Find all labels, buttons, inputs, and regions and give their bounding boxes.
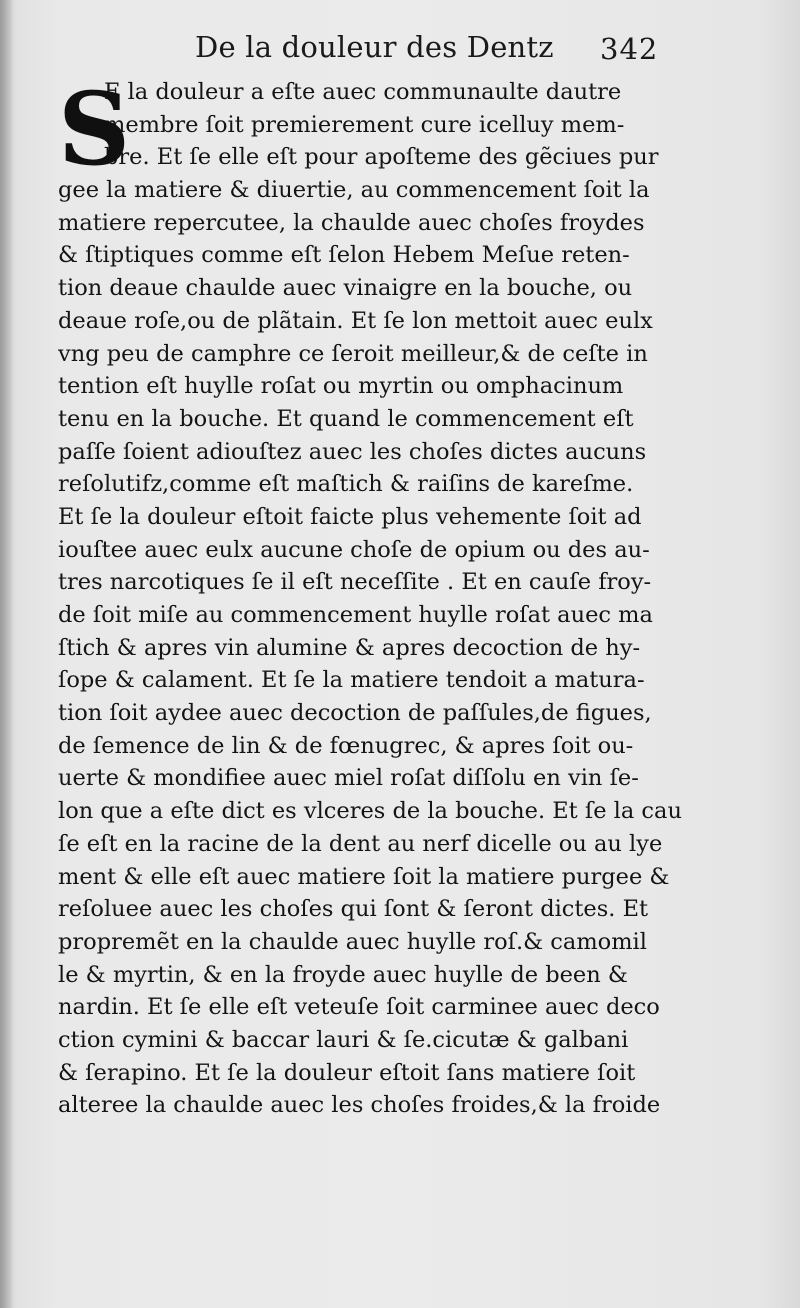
text-line: le & myrtin, & en la froyde auec huylle de been & [58,961,628,988]
text-line: E la douleur a eſte auec communaulte dautre [104,79,622,105]
text-line: lon que a eſte dict es vlceres de la bouche. Et ſe la cau [58,798,682,825]
text-line: vng peu de camphre ce ſeroit meilleur,& de ceſte in [58,340,648,367]
text-line: gee la matiere & diuertie, au commencement ſoit la [58,177,650,204]
running-head [60,30,760,70]
gutter-shadow [0,0,14,1308]
text-line: de ſoit miſe au commencement huylle roſat auec ma [58,602,653,628]
page-number: 342 [600,32,659,66]
text-line: ſe eſt en la racine de la dent au nerf dicelle ou au lye [58,830,663,857]
text-line: de ſemence de lin & de fœnugrec, & apres ſoit ou- [58,732,634,759]
text-line: bre. Et ſe elle eſt pour apoſteme des gẽciues pur [104,144,659,171]
text-line: propremẽt en la chaulde auec huylle roſ.& camomil [58,928,647,955]
text-line: matiere repercutee, la chaulde auec choſes froydes [58,209,645,236]
text-line: tention eſt huylle roſat ou myrtin ou omphacinum [58,373,624,400]
text-line: ction cymini & baccar lauri & ſe.cicutæ & galbani [58,1026,629,1053]
text-line: reſoluee auec les choſes qui ſont & ſeront dictes. Et [58,896,649,923]
drop-cap: S [58,70,131,188]
text-line: Et ſe la douleur eſtoit faicte plus vehemente ſoit ad [58,503,642,530]
text-line: & ſtiptiques comme eſt ſelon Hebem Meſue reten- [58,242,630,269]
text-line: tion ſoit aydee auec decoction de paſſules,de figues, [58,700,652,727]
running-title: De la douleur des Dentz [195,30,554,64]
text-line: ſope & calament. Et ſe la matiere tendoit a matura- [58,667,645,694]
text-line: tion deaue chaulde auec vinaigre en la bouche, ou [58,275,633,302]
text-line: ment & elle eſt auec matiere ſoit la matiere purgee & [58,863,670,890]
text-line: reſolutifz,comme eſt maſtich & raiſins de kareſme. [58,471,634,498]
text-line: nardin. Et ſe elle eſt veteuſe ſoit carminee auec deco [58,994,660,1021]
text-line: ſtich & apres vin alumine & apres decoction de hy- [58,634,641,661]
text-line: alteree la chaulde auec les choſes froides,& la froide [58,1092,661,1119]
text-line: iouſtee auec eulx aucune choſe de opium ou des au- [58,536,650,563]
text-line: & ſerapino. Et ſe la douleur eſtoit ſans matiere ſoit [58,1059,636,1086]
body-text [58,70,780,1122]
text-line: membre ſoit premierement cure icelluy mem- [104,111,625,138]
text-line: tres narcotiques ſe il eſt neceſſite . Et en cauſe froy- [58,569,652,596]
text-line: paſſe ſoient adiouſtez auec les choſes dictes aucuns [58,438,647,465]
text-line: deaue roſe,ou de plãtain. Et ſe lon mettoit auec eulx [58,307,653,334]
text-line: uerte & mondifiee auec miel roſat diſſolu en vin ſe- [58,765,639,792]
text-line: tenu en la bouche. Et quand le commencement eſt [58,405,634,432]
